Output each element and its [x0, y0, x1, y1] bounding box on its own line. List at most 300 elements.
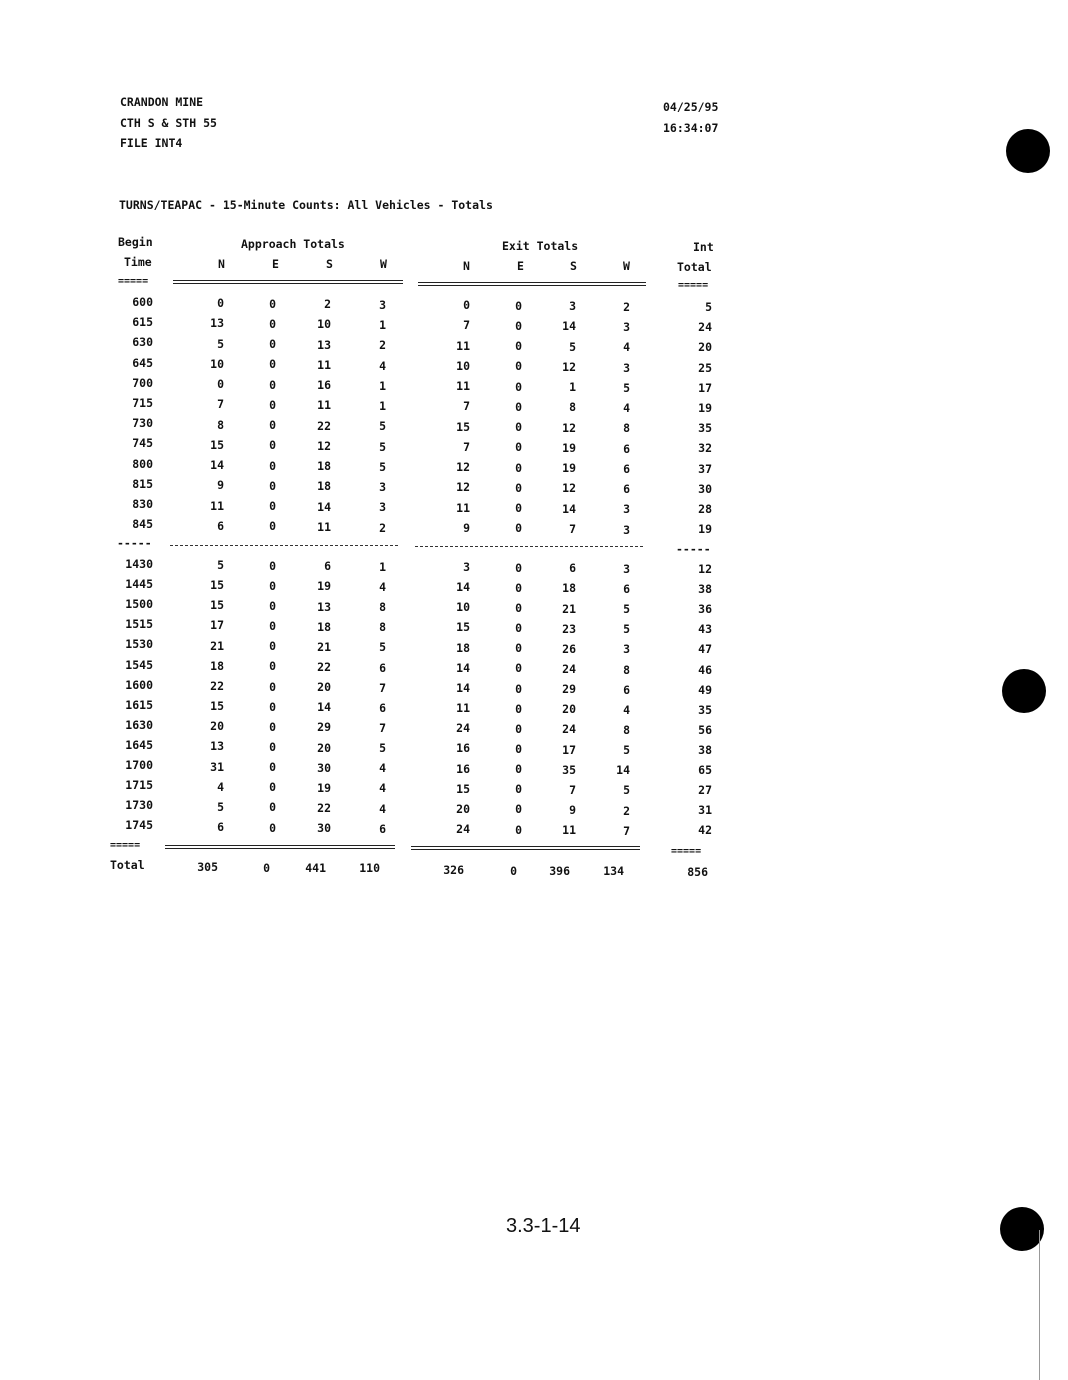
cell-exit-w: 3: [623, 561, 630, 576]
row-begin-time: 800: [132, 456, 153, 471]
row-begin-time: 815: [132, 476, 153, 491]
cell-exit-e: 0: [515, 359, 522, 374]
cell-exit-e: 0: [515, 661, 522, 676]
cell-exit-n: 24: [456, 721, 470, 736]
cell-int-total: 46: [698, 662, 712, 677]
row-begin-time: 1600: [125, 677, 153, 692]
cell-approach-w: 1: [379, 559, 386, 574]
row-begin-time: 1730: [125, 798, 153, 813]
cell-exit-s: 12: [562, 359, 576, 374]
cell-exit-s: 19: [562, 461, 576, 476]
cell-approach-e: 0: [269, 478, 276, 493]
time-totals-rule: =====: [110, 840, 141, 851]
cell-int-total: 27: [698, 783, 712, 798]
cell-exit-n: 11: [456, 701, 470, 716]
row-begin-time: 1715: [125, 778, 153, 793]
cell-approach-e: 0: [269, 438, 276, 453]
cell-approach-e: 0: [269, 639, 276, 654]
exit-dir-n: N: [463, 259, 470, 273]
cell-exit-w: 5: [623, 783, 630, 798]
cell-exit-s: 23: [562, 621, 576, 636]
cell-approach-n: 9: [217, 478, 224, 493]
binder-hole-top: [1006, 129, 1050, 173]
cell-int-total: 24: [698, 320, 712, 335]
cell-exit-w: 3: [623, 502, 630, 517]
total-header-rule: =====: [678, 280, 709, 291]
cell-approach-e: 0: [269, 296, 276, 311]
exit-dir-w: W: [623, 259, 630, 273]
col-time: Time: [124, 255, 152, 269]
cell-exit-s: 12: [562, 420, 576, 435]
row-begin-time: 1500: [125, 597, 153, 612]
cell-int-total: 49: [698, 682, 712, 697]
approach-dir-e: E: [272, 257, 279, 271]
cell-exit-e: 0: [515, 721, 522, 736]
cell-approach-w: 4: [379, 781, 386, 796]
cell-exit-e: 0: [515, 399, 522, 414]
total-am-pm-separator: -----: [676, 542, 711, 556]
cell-approach-n: 20: [210, 719, 224, 734]
cell-exit-s: 7: [569, 782, 576, 797]
cell-approach-e: 0: [269, 316, 276, 331]
cell-exit-e: 0: [515, 460, 522, 475]
cell-exit-e: 0: [515, 782, 522, 797]
cell-exit-s: 1: [569, 380, 576, 395]
cell-approach-w: 4: [379, 358, 386, 373]
cell-approach-w: 1: [379, 399, 386, 414]
cell-int-total: 38: [698, 582, 712, 597]
cell-approach-s: 20: [317, 680, 331, 695]
cell-exit-w: 5: [623, 743, 630, 758]
cell-exit-n: 24: [456, 821, 470, 836]
cell-approach-s: 11: [317, 519, 331, 534]
cell-exit-e: 0: [515, 741, 522, 756]
cell-approach-e: 0: [269, 699, 276, 714]
row-begin-time: 1645: [125, 737, 153, 752]
cell-approach-e: 0: [269, 719, 276, 734]
cell-approach-s: 11: [317, 357, 331, 372]
cell-approach-e: 0: [269, 578, 276, 593]
exit-header-rule: [418, 282, 646, 286]
cell-exit-n: 10: [456, 358, 470, 373]
row-begin-time: 1530: [125, 637, 153, 652]
cell-exit-e: 0: [515, 298, 522, 313]
cell-exit-e: 0: [515, 440, 522, 455]
row-begin-time: 1615: [125, 697, 153, 712]
cell-exit-w: 6: [623, 682, 630, 697]
cell-approach-n: 17: [210, 618, 224, 633]
cell-int-total: 30: [698, 481, 712, 496]
cell-approach-n: 13: [210, 316, 224, 331]
cell-approach-w: 5: [379, 459, 386, 474]
cell-int-total: 43: [698, 622, 712, 637]
cell-approach-e: 0: [269, 418, 276, 433]
cell-approach-e: 0: [269, 357, 276, 372]
cell-exit-w: 4: [623, 702, 630, 717]
cell-exit-s: 9: [569, 803, 576, 817]
cell-exit-n: 16: [456, 741, 470, 756]
cell-approach-s: 20: [317, 740, 331, 755]
cell-exit-s: 3: [569, 299, 576, 314]
cell-exit-s: 24: [562, 661, 576, 676]
cell-int-total: 25: [698, 360, 712, 375]
cell-int-total: 36: [698, 602, 712, 617]
cell-approach-s: 6: [324, 559, 331, 574]
approach-dir-s: S: [326, 257, 333, 271]
cell-exit-n: 18: [456, 640, 470, 655]
cell-exit-e: 0: [515, 822, 522, 837]
am-pm-time-separator: -----: [117, 536, 152, 550]
cell-exit-s: 14: [562, 319, 576, 334]
header-line-1: CRANDON MINE: [120, 95, 204, 109]
cell-exit-w: 7: [623, 823, 630, 838]
cell-int-total: 19: [698, 401, 712, 415]
col-total: Total: [677, 260, 712, 274]
cell-int-total: 35: [698, 421, 712, 436]
cell-exit-e: 0: [515, 379, 522, 394]
cell-exit-w: 5: [623, 380, 630, 395]
cell-approach-s: 13: [317, 599, 331, 614]
cell-approach-n: 5: [217, 799, 224, 814]
binder-hole-middle: [1002, 669, 1046, 713]
cell-exit-w: 3: [623, 642, 630, 657]
cell-exit-e: 0: [515, 621, 522, 636]
cell-approach-e: 0: [269, 760, 276, 775]
cell-exit-e: 0: [515, 339, 522, 354]
cell-exit-s: 20: [562, 702, 576, 717]
cell-exit-n: 9: [463, 520, 470, 535]
cell-approach-e: 0: [269, 377, 276, 392]
cell-approach-w: 1: [379, 318, 386, 333]
cell-exit-e: 0: [515, 420, 522, 435]
cell-approach-e: 0: [269, 659, 276, 674]
cell-approach-n: 10: [210, 356, 224, 371]
cell-approach-e: 0: [269, 519, 276, 534]
header-line-3: FILE INT4: [120, 136, 183, 150]
cell-approach-w: 5: [379, 741, 386, 756]
totals-label: Total: [110, 858, 145, 872]
cell-int-total: 28: [698, 502, 712, 516]
cell-exit-w: 2: [623, 803, 630, 818]
cell-exit-w: 8: [623, 662, 630, 677]
cell-exit-n: 7: [463, 399, 470, 414]
cell-exit-s: 14: [562, 501, 576, 516]
cell-int-total: 56: [698, 722, 712, 737]
cell-exit-w: 3: [623, 522, 630, 537]
cell-exit-n: 14: [456, 660, 470, 675]
row-begin-time: 845: [132, 517, 153, 532]
totals-int-total: 856: [687, 865, 708, 879]
cell-exit-w: 8: [623, 723, 630, 737]
row-begin-time: 1430: [125, 557, 153, 571]
cell-exit-e: 0: [515, 501, 522, 516]
totals-exit-w: 134: [603, 864, 624, 878]
cell-approach-n: 11: [210, 498, 224, 513]
row-begin-time: 1700: [125, 758, 153, 772]
cell-exit-n: 16: [456, 761, 470, 776]
cell-exit-s: 21: [562, 601, 576, 616]
total-totals-rule: =====: [671, 846, 702, 857]
approach-dir-n: N: [218, 257, 225, 271]
totals-exit-n: 326: [443, 863, 464, 877]
cell-approach-w: 2: [379, 520, 386, 535]
cell-exit-s: 8: [569, 400, 576, 415]
cell-approach-s: 18: [317, 619, 331, 634]
cell-approach-s: 14: [317, 700, 331, 715]
cell-approach-n: 15: [210, 699, 224, 714]
cell-approach-e: 0: [269, 679, 276, 694]
cell-exit-n: 11: [456, 338, 470, 353]
cell-exit-w: 6: [623, 482, 630, 497]
row-begin-time: 830: [132, 497, 153, 511]
cell-int-total: 37: [698, 461, 712, 476]
cell-exit-e: 0: [515, 701, 522, 716]
cell-approach-w: 7: [379, 721, 386, 735]
cell-approach-s: 30: [317, 821, 331, 836]
cell-approach-n: 7: [217, 397, 224, 412]
exit-am-pm-separator: [415, 546, 643, 547]
cell-int-total: 31: [698, 803, 712, 818]
cell-int-total: 5: [705, 300, 712, 314]
row-begin-time: 715: [132, 396, 153, 410]
cell-exit-e: 0: [515, 580, 522, 595]
cell-exit-e: 0: [515, 762, 522, 777]
row-begin-time: 730: [132, 416, 153, 431]
cell-approach-w: 6: [379, 700, 386, 715]
cell-approach-w: 6: [379, 821, 386, 836]
cell-exit-e: 0: [515, 521, 522, 536]
cell-approach-n: 15: [210, 578, 224, 593]
col-int: Int: [693, 240, 714, 254]
cell-int-total: 42: [698, 823, 712, 838]
cell-exit-n: 12: [456, 480, 470, 495]
totals-exit-e: 0: [510, 864, 517, 878]
time-header-rule: =====: [118, 276, 149, 287]
cell-exit-s: 7: [569, 521, 576, 536]
cell-exit-n: 11: [456, 379, 470, 393]
cell-exit-s: 11: [562, 823, 576, 838]
exit-totals-rule: [411, 846, 640, 850]
cell-exit-n: 7: [463, 318, 470, 333]
cell-approach-w: 6: [379, 660, 386, 675]
cell-approach-n: 0: [217, 296, 224, 310]
cell-approach-s: 14: [317, 499, 331, 514]
totals-approach-n: 305: [197, 860, 218, 874]
cell-approach-n: 5: [217, 558, 224, 572]
page-number: 3.3-1-14: [506, 1215, 581, 1237]
cell-exit-w: 8: [623, 421, 630, 436]
cell-approach-s: 30: [317, 760, 331, 775]
cell-exit-w: 5: [623, 622, 630, 637]
cell-approach-w: 5: [379, 640, 386, 655]
cell-exit-e: 0: [515, 480, 522, 495]
cell-approach-e: 0: [269, 820, 276, 835]
cell-approach-w: 1: [379, 378, 386, 393]
cell-exit-s: 26: [562, 641, 576, 656]
row-begin-time: 645: [132, 355, 153, 370]
cell-approach-w: 8: [379, 620, 386, 635]
cell-approach-w: 4: [379, 579, 386, 594]
cell-approach-e: 0: [269, 458, 276, 473]
cell-exit-e: 0: [515, 802, 522, 817]
cell-approach-w: 8: [379, 600, 386, 615]
cell-approach-s: 22: [317, 418, 331, 433]
cell-approach-w: 7: [379, 680, 386, 695]
cell-exit-s: 12: [562, 481, 576, 496]
cell-exit-s: 6: [569, 561, 576, 576]
binder-hole-bottom: [1000, 1207, 1044, 1251]
exit-totals-heading: Exit Totals: [502, 239, 579, 253]
cell-approach-w: 3: [379, 297, 386, 312]
cell-exit-s: 29: [562, 682, 576, 697]
row-begin-time: 1545: [125, 657, 153, 672]
cell-approach-s: 11: [317, 398, 331, 413]
cell-approach-n: 15: [210, 437, 224, 452]
cell-approach-s: 18: [317, 479, 331, 494]
cell-approach-w: 4: [379, 801, 386, 816]
cell-approach-s: 19: [317, 579, 331, 594]
header-date: 04/25/95: [663, 100, 719, 114]
cell-approach-w: 3: [379, 500, 386, 515]
row-begin-time: 700: [132, 375, 153, 390]
totals-approach-s: 441: [305, 861, 326, 875]
cell-approach-e: 0: [269, 499, 276, 514]
cell-approach-e: 0: [269, 800, 276, 815]
cell-int-total: 65: [698, 763, 712, 777]
cell-int-total: 20: [698, 340, 712, 355]
cell-approach-w: 5: [379, 419, 386, 434]
cell-approach-e: 0: [269, 739, 276, 754]
cell-approach-n: 22: [210, 678, 224, 693]
cell-exit-w: 3: [623, 320, 630, 335]
cell-exit-w: 6: [623, 461, 630, 476]
cell-approach-s: 13: [317, 337, 331, 352]
report-title: TURNS/TEAPAC - 15-Minute Counts: All Vehicles - Totals: [119, 198, 493, 212]
cell-exit-w: 4: [623, 401, 630, 416]
row-begin-time: 745: [132, 436, 153, 451]
totals-approach-e: 0: [263, 861, 270, 875]
approach-totals-heading: Approach Totals: [241, 237, 345, 251]
cell-exit-w: 14: [616, 763, 630, 778]
exit-dir-e: E: [517, 259, 524, 273]
cell-approach-n: 0: [217, 377, 224, 391]
cell-approach-e: 0: [269, 780, 276, 795]
cell-exit-s: 24: [562, 722, 576, 737]
cell-approach-e: 0: [269, 598, 276, 613]
cell-approach-n: 6: [217, 819, 224, 834]
cell-exit-e: 0: [515, 560, 522, 575]
row-begin-time: 1630: [125, 717, 153, 732]
cell-exit-n: 15: [456, 620, 470, 635]
cell-exit-w: 2: [623, 299, 630, 314]
row-begin-time: 615: [132, 315, 153, 330]
cell-exit-e: 0: [515, 318, 522, 333]
cell-exit-n: 20: [456, 801, 470, 816]
approach-header-rule: [173, 280, 403, 284]
header-time: 16:34:07: [663, 121, 719, 135]
page-edge-line: [1039, 1230, 1040, 1380]
row-begin-time: 630: [132, 335, 153, 350]
row-begin-time: 600: [132, 295, 153, 309]
cell-exit-n: 10: [456, 600, 470, 615]
cell-approach-e: 0: [269, 397, 276, 412]
cell-exit-n: 3: [463, 560, 470, 574]
cell-exit-n: 11: [456, 500, 470, 515]
cell-approach-s: 22: [317, 659, 331, 674]
cell-approach-n: 8: [217, 417, 224, 432]
cell-approach-s: 10: [317, 317, 331, 332]
col-begin: Begin: [118, 235, 153, 249]
cell-approach-n: 18: [210, 658, 224, 673]
cell-approach-n: 5: [217, 336, 224, 351]
cell-exit-s: 18: [562, 581, 576, 596]
cell-approach-e: 0: [269, 337, 276, 352]
cell-approach-n: 4: [217, 779, 224, 794]
cell-approach-w: 5: [379, 439, 386, 454]
cell-exit-e: 0: [515, 681, 522, 696]
cell-exit-w: 5: [623, 602, 630, 617]
cell-exit-n: 15: [456, 781, 470, 796]
cell-int-total: 32: [698, 441, 712, 456]
cell-int-total: 47: [698, 642, 712, 657]
cell-approach-n: 14: [210, 458, 224, 472]
cell-int-total: 19: [698, 522, 712, 537]
row-begin-time: 1515: [125, 617, 153, 632]
cell-approach-w: 4: [379, 761, 386, 776]
cell-approach-s: 16: [317, 378, 331, 393]
cell-exit-n: 0: [463, 298, 470, 312]
totals-approach-w: 110: [359, 861, 380, 875]
cell-exit-e: 0: [515, 600, 522, 615]
cell-int-total: 35: [698, 702, 712, 717]
cell-exit-e: 0: [515, 641, 522, 656]
cell-exit-n: 7: [463, 439, 470, 454]
cell-exit-n: 14: [456, 680, 470, 695]
header-line-2: CTH S & STH 55: [120, 116, 217, 130]
cell-exit-w: 6: [623, 441, 630, 456]
cell-exit-s: 35: [562, 762, 576, 777]
cell-approach-w: 3: [379, 480, 386, 495]
cell-approach-n: 13: [210, 739, 224, 754]
cell-int-total: 38: [698, 742, 712, 757]
cell-exit-n: 14: [456, 580, 470, 595]
totals-exit-s: 396: [549, 864, 570, 878]
cell-exit-n: 15: [456, 419, 470, 434]
cell-int-total: 12: [698, 562, 712, 576]
cell-approach-e: 0: [269, 558, 276, 573]
cell-exit-w: 3: [623, 360, 630, 375]
cell-approach-s: 29: [317, 720, 331, 735]
approach-totals-rule: [165, 845, 395, 849]
cell-exit-w: 6: [623, 581, 630, 596]
cell-approach-n: 31: [210, 759, 224, 774]
cell-exit-w: 4: [623, 340, 630, 355]
cell-approach-n: 21: [210, 638, 224, 653]
cell-approach-s: 21: [317, 639, 331, 654]
cell-approach-w: 2: [379, 338, 386, 353]
cell-approach-e: 0: [269, 619, 276, 634]
cell-approach-n: 15: [210, 598, 224, 613]
row-begin-time: 1745: [125, 818, 153, 833]
exit-dir-s: S: [570, 259, 577, 273]
cell-int-total: 17: [698, 380, 712, 395]
approach-dir-w: W: [380, 257, 387, 271]
cell-exit-s: 17: [562, 742, 576, 757]
cell-approach-s: 2: [324, 297, 331, 312]
row-begin-time: 1445: [125, 577, 153, 592]
cell-exit-n: 12: [456, 460, 470, 474]
cell-exit-s: 5: [569, 339, 576, 354]
